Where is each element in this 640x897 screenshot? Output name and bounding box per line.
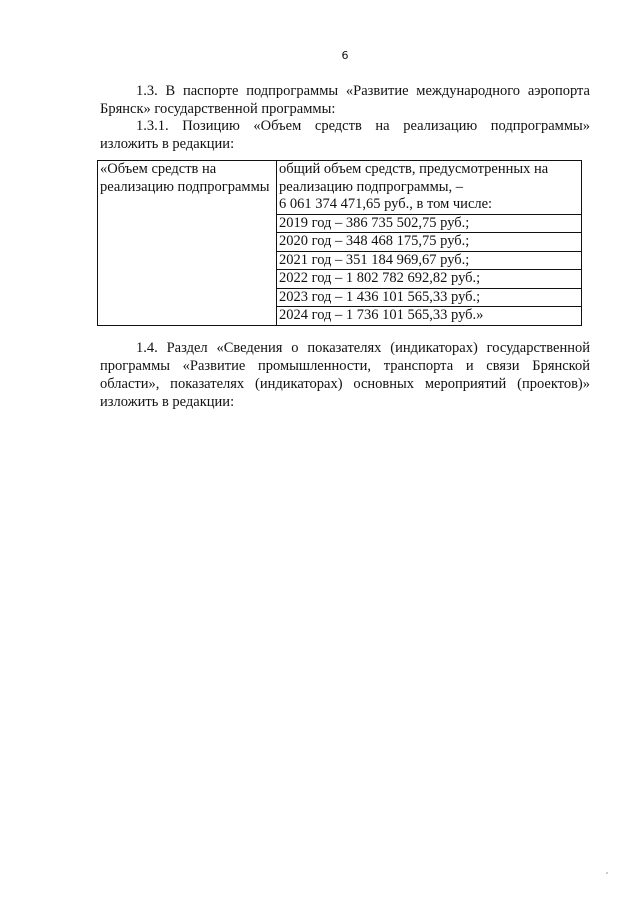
paragraph-1-4 — [100, 339, 590, 411]
funding-label-cell — [98, 161, 277, 326]
year-amount: 2022 год – 1 802 782 692,82 руб.; — [277, 269, 581, 288]
funding-value-cell — [277, 161, 582, 326]
paragraph-line: 1.4. Раздел «Сведения о показателях (индикаторах) государственной — [136, 340, 590, 356]
year-amount: 2024 год – 1 736 101 565,33 руб.» — [277, 306, 581, 325]
year-amount: 2019 год – 386 735 502,75 руб.; — [277, 214, 581, 233]
paragraph-line: области», показателях (индикаторах) основных мероприятий (проектов)» — [100, 376, 590, 392]
label-line: «Объем средств на — [100, 161, 217, 177]
table-row — [98, 161, 582, 326]
value-line: реализацию подпрограммы, – — [279, 178, 464, 195]
year-amount: 2023 год – 1 436 101 565,33 руб.; — [277, 288, 581, 307]
total-amount: 6 061 374 471,65 руб., в том числе: — [279, 196, 493, 212]
scan-speck — [606, 872, 608, 874]
year-amount: 2020 год – 348 468 175,75 руб.; — [277, 232, 581, 251]
value-line: общий объем средств, предусмотренных на — [279, 161, 549, 177]
paragraph-1-3 — [100, 82, 590, 118]
paragraph-line: 1.3. В паспорте подпрограммы «Развитие международного аэропорта — [136, 83, 590, 99]
paragraph-line: изложить в редакции: — [100, 136, 235, 152]
paragraph-line: 1.3.1. Позицию «Объем средств на реализацию подпрограммы» — [136, 118, 590, 134]
funding-table — [97, 160, 582, 326]
paragraph-line: Брянск» государственной программы: — [100, 101, 336, 117]
label-line: реализацию подпрограммы — [100, 178, 270, 195]
paragraph-line: изложить в редакции: — [100, 394, 235, 410]
paragraph-line: программы «Развитие промышленности, транспорта и связи Брянской — [100, 358, 590, 374]
page-number: 6 — [341, 49, 349, 62]
paragraph-1-3-1 — [100, 117, 590, 153]
year-amount: 2021 год – 351 184 969,67 руб.; — [277, 251, 581, 270]
